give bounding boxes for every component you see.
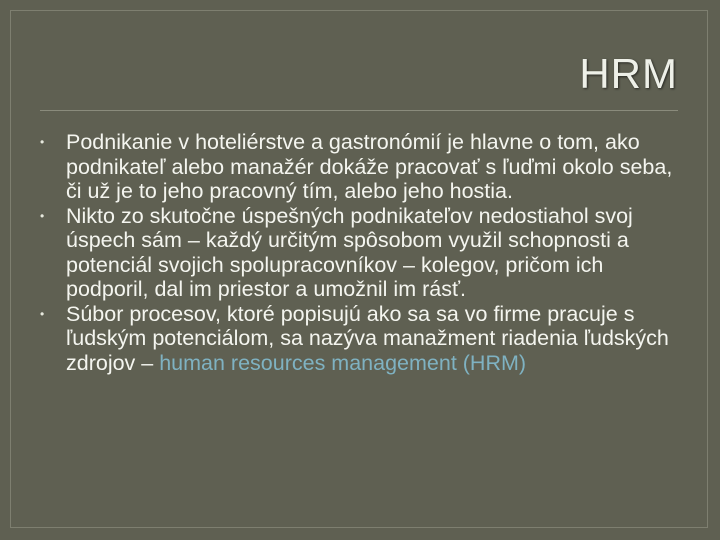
bullet-icon: • [40, 208, 45, 223]
bullet-text: Súbor procesov, ktoré popisujú ako sa sa vo firme pracuje s ľudským potenciálom, sa nazýva manažment riadenia ľudských zdrojov – [66, 301, 669, 375]
bullet-icon: • [40, 306, 45, 321]
title-divider [40, 110, 678, 111]
bullet-item [36, 204, 686, 302]
bullet-list [36, 130, 686, 375]
bullet-text: Nikto zo skutočne úspešných podnikateľov nedostiahol svoj úspech sám – každý určitým spôsobom využil schopnosti a potenciál svojich spolupracovníkov – kolegov, pričom ich podporil, dal im priestor a umožnil im rásť. [66, 203, 633, 301]
slide-title: HRM [579, 50, 678, 97]
bullet-item [36, 130, 686, 204]
highlighted-term: human resources management (HRM) [159, 350, 527, 375]
bullet-text: Podnikanie v hoteliérstve a gastronómií je hlavne o tom, ako podnikateľ alebo manažér dokáže pracovať s ľuďmi okolo seba, či už je to jeho pracovný tím, alebo jeho hostia. [66, 130, 673, 203]
bullet-item [36, 302, 686, 376]
bullet-icon: • [40, 135, 45, 149]
